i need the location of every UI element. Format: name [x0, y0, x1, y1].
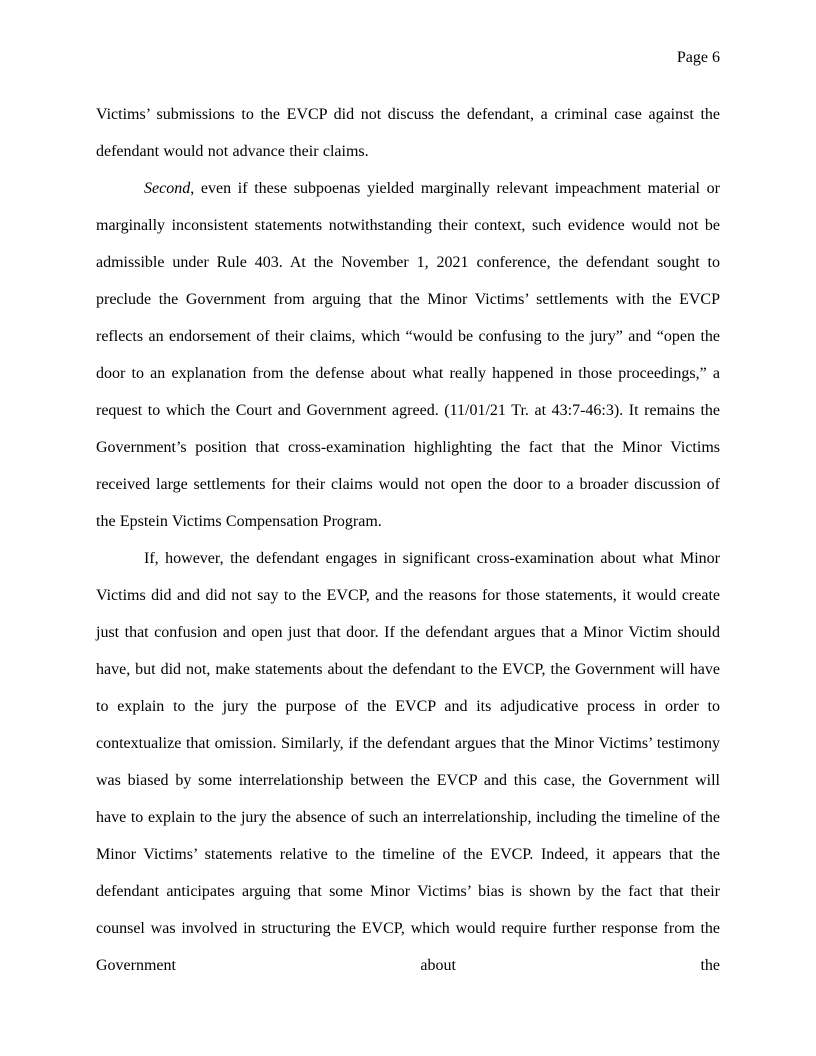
page-number: Page 6 — [676, 49, 720, 66]
document-body — [96, 96, 720, 984]
paragraph-lead-italic: Second — [144, 180, 191, 197]
paragraph-text: If, however, the defendant engages in significant cross-examination about what Minor Victims did and did not say to the EVCP, and the reasons for those statements, it would create just that confusion and open just that door. If the defendant argues that a Minor Victim should have, but did not, make statements about the defendant to the EVCP, the Government will have to explain to the jury the purpose of the EVCP and its adjudicative process in order to contextualize that omission. Similarly, if the defendant argues that the Minor Victims’ testimony was biased by some interrelationship between the EVCP and this case, the Government will have to explain to the jury the absence of such an interrelationship, including the timeline of the Minor Victims’ statements relative to the timeline of the EVCP. Indeed, it appears that the defendant anticipates arguing that some Minor Victims’ bias is shown by the fact that their counsel was involved in structuring the EVCP, which would require further response from the Government about the — [96, 550, 720, 974]
paragraph-second-argument — [96, 170, 720, 540]
paragraph-text: Victims’ submissions to the EVCP did not discuss the defendant, a criminal case against the defendant would not advance their claims. — [96, 106, 720, 160]
paragraph-if-however — [96, 540, 720, 984]
paragraph-text: , even if these subpoenas yielded marginally relevant impeachment material or marginally inconsistent statements notwithstanding their context, such evidence would not be admissible under Rule 403. At the November 1, 2021 conference, the defendant sought to preclude the Government from arguing that the Minor Victims’ settlements with the EVCP reflects an endorsement of their claims, which “would be confusing to the jury” and “open the door to an explanation from the defense about what really happened in those proceedings,” a request to which the Court and Government agreed. (11/01/21 Tr. at 43:7-46:3). It remains the Government’s position that cross-examination highlighting the fact that the Minor Victims received large settlements for their claims would not open the door to a broader discussion of the Epstein Victims Compensation Program. — [96, 180, 720, 530]
paragraph-continuation — [96, 96, 720, 170]
